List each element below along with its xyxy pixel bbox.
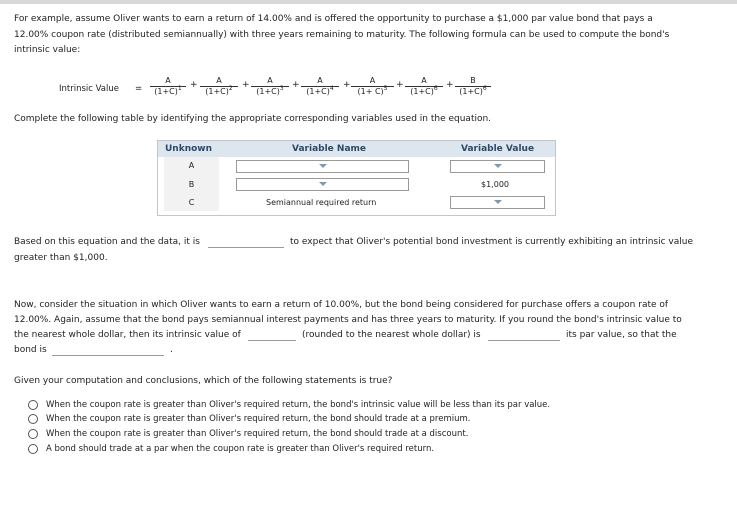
plus-sign: + xyxy=(242,80,250,90)
term-3 xyxy=(251,76,289,97)
radio-button[interactable] xyxy=(28,400,38,410)
header-variable-name: Variable Name xyxy=(292,144,366,154)
denominator: (1+C) xyxy=(306,87,330,96)
exponent: 3 xyxy=(279,85,284,92)
numerator-a: A xyxy=(369,76,376,85)
term-2 xyxy=(200,76,238,97)
option-label: A bond should trade at a par when the coupon rate is greater than Oliver's required return. xyxy=(46,444,435,454)
question-text: Given your computation and conclusions, which of the following statements is true? xyxy=(14,376,393,386)
based-text-1: Based on this equation and the data, it is xyxy=(14,237,200,247)
formula-equals: = xyxy=(135,84,143,94)
term-4 xyxy=(301,76,339,97)
table-header xyxy=(158,141,555,157)
exponent: 5 xyxy=(383,85,388,92)
radio-button[interactable] xyxy=(28,444,38,454)
bond-status-blank[interactable] xyxy=(52,345,164,356)
variable-name-b-dropdown[interactable] xyxy=(236,178,409,191)
denominator: (1+C) xyxy=(256,87,280,96)
denominator: (1+C) xyxy=(410,87,434,96)
header-unknown: Unknown xyxy=(165,144,213,154)
formula-label: Intrinsic Value xyxy=(59,84,119,94)
unknown-b: B xyxy=(188,180,195,189)
plus-sign: + xyxy=(446,80,454,90)
intro-line-1: For example, assume Oliver wants to earn a return of 14.00% and is offered the opportunity to purchase a $1,000 par value bond that pays a xyxy=(14,14,653,24)
expectation-blank[interactable] xyxy=(208,237,284,248)
plus-sign: + xyxy=(343,80,351,90)
unknown-a: A xyxy=(188,161,195,170)
denominator: (1+C) xyxy=(459,87,483,96)
plus-sign: + xyxy=(292,80,300,90)
intrinsic-value-blank[interactable] xyxy=(248,330,296,341)
plus-sign: + xyxy=(190,80,198,90)
exponent: 6 xyxy=(433,85,438,92)
now-line-3b: (rounded to the nearest whole dollar) is xyxy=(302,330,481,340)
intro-line-3: intrinsic value: xyxy=(14,45,81,55)
now-line-4: bond is xyxy=(14,345,47,355)
denominator: (1+C) xyxy=(154,87,178,96)
denominator: (1+C) xyxy=(205,87,229,96)
now-line-3a: the nearest whole dollar, then its intrinsic value of xyxy=(14,330,241,340)
exponent: 2 xyxy=(228,85,233,92)
option-label: When the coupon rate is greater than Oliver's required return, the bond's intrinsic value will be less than its par value. xyxy=(46,400,551,410)
comparison-blank[interactable] xyxy=(488,330,560,341)
variable-value-a-dropdown[interactable] xyxy=(450,160,545,173)
unknown-c: C xyxy=(188,198,195,207)
chevron-down-icon xyxy=(494,164,502,168)
now-line-2: 12.00%. Again, assume that the bond pays semiannual interest payments and has three years to maturity. If you round the bond's intrinsic value to xyxy=(14,315,682,325)
radio-button[interactable] xyxy=(28,414,38,424)
radio-button[interactable] xyxy=(28,429,38,439)
table-instruction: Complete the following table by identifying the appropriate corresponding variables used in the equation. xyxy=(14,114,492,124)
term-6 xyxy=(405,76,443,97)
intro-line-2: 12.00% coupon rate (distributed semiannually) with three years remaining to maturity. The following formula can be used to compute the bond's xyxy=(14,29,670,40)
now-line-3c: its par value, so that the xyxy=(566,330,677,340)
variable-value-c-dropdown[interactable] xyxy=(450,196,545,209)
variable-name-c: Semiannual required return xyxy=(266,198,377,207)
top-divider xyxy=(0,0,737,4)
variables-table xyxy=(157,140,556,216)
term-7 xyxy=(455,76,491,97)
intro-paragraph xyxy=(14,12,729,59)
term-5 xyxy=(351,76,394,97)
based-text-3: greater than $1,000. xyxy=(14,253,108,263)
exponent: 1 xyxy=(177,85,182,92)
numerator-a: A xyxy=(165,76,171,85)
chevron-down-icon xyxy=(494,200,502,204)
exponent: 4 xyxy=(329,85,334,92)
chevron-down-icon xyxy=(319,182,327,186)
option-label: When the coupon rate is greater than Oliver's required return, the bond should trade at a premium. xyxy=(46,414,471,424)
variable-name-a-dropdown[interactable] xyxy=(236,160,409,173)
numerator-a: A xyxy=(267,76,273,85)
exponent: 6 xyxy=(482,85,487,92)
option-label: When the coupon rate is greater than Oliver's required return, the bond should trade at a discount. xyxy=(46,429,469,439)
numerator-a: A xyxy=(421,76,427,85)
now-period: . xyxy=(170,345,173,355)
based-text-2: to expect that Oliver's potential bond investment is currently exhibiting an intrinsic value xyxy=(290,237,694,247)
chevron-down-icon xyxy=(319,164,327,168)
plus-sign: + xyxy=(396,80,404,90)
numerator-a: A xyxy=(216,76,222,85)
variable-value-b: $1,000 xyxy=(481,180,509,189)
header-variable-value: Variable Value xyxy=(461,144,535,154)
denominator: (1+ C) xyxy=(357,87,384,96)
numerator-b: B xyxy=(470,76,476,85)
term-1 xyxy=(150,76,186,97)
now-line-1: Now, consider the situation in which Oliver wants to earn a return of 10.00%, but the bond being considered for purchase offers a coupon rate of xyxy=(14,300,669,310)
numerator-a: A xyxy=(317,76,323,85)
